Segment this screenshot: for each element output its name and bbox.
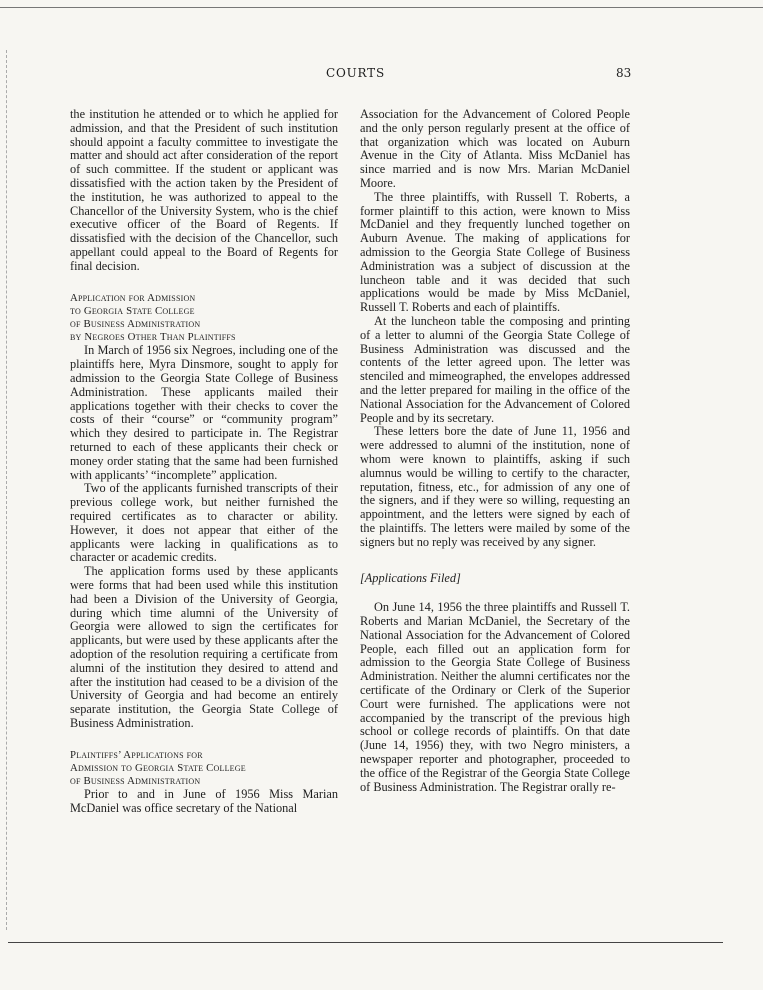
paragraph: Association for the Advancement of Colored People and the only person regularly present at the office of that organization which was located on Auburn Avenue in the City of Atlanta. Miss McDaniel has since married and is now Mrs. Marian McDaniel Moore.: [360, 107, 630, 190]
paragraph: These letters bore the date of June 11, 1956 and were addressed to alumni of the institution, none of whom were known to plaintiffs, asking if such alumnus would be willing to certify to the character, reputation, fitness, etc., for admission of any one of the signers, and if they were so willing, requesting an appointment, and the letters were signed by each of the plaintiffs. The letters were mailed by some of the signers but no reply was received by any signer.: [360, 424, 630, 549]
binding-edge: [6, 50, 7, 930]
left-column: [70, 108, 338, 816]
section-heading: [Applications Filed]: [360, 570, 461, 585]
right-column: [360, 108, 630, 794]
paragraph: At the luncheon table the composing and printing of a letter to alumni of the Georgia State College of Business Administration was discussed and the contents of the letter agreed upon. The letter was stenciled and mimeographed, the envelopes addressed and the letter prepared for mailing in the office of the National Association for the Advancement of Colored People and by its secretary.: [360, 313, 630, 425]
paragraph: Two of the applicants furnished transcripts of their previous college work, but neither furnished the required certificates as to character or ability. However, it does not appear that either of the applicants were lacking in qualifications as to character or academic credits.: [70, 481, 338, 565]
bottom-rule: [8, 942, 723, 943]
page-number: 83: [616, 66, 632, 80]
top-rule: [0, 7, 763, 8]
paragraph: Prior to and in June of 1956 Miss Marian McDaniel was office secretary of the National: [70, 787, 338, 816]
paragraph: The application forms used by these applicants were forms that had been used while this institution had been a Division of the University of Georgia, during which time alumni of the University of Georgia were allowed to sign the certificates for applicants, but were used by these applicants after the adoption of the resolution requiring a certificate from alumni of the institution they desired to attend and after the institution had ceased to be a division of the University of Georgia and had become an entirely separate institution, the Georgia State College of Business Administration.: [70, 564, 338, 730]
section-heading: Application for Admission to Georgia State College of Business Administration by Negroes Other Than Plaintiffs: [70, 291, 236, 344]
section-heading: Plaintiffs’ Applications for Admission to Georgia State College of Business Administration: [70, 748, 246, 788]
paragraph: The three plaintiffs, with Russell T. Roberts, a former plaintiff to this action, were known to Miss McDaniel and they frequently lunched together on Auburn Avenue. The making of applications for admission to the Georgia State College of Business Administration was a subject of discussion at the luncheon table and it was decided that such applications would be made by Miss McDaniel, Russell T. Roberts and each of plaintiffs.: [360, 189, 630, 315]
paragraph: the institution he attended or to which he applied for admission, and that the President of such institution should appoint a faculty committee to investigate the matter and should act after consideration of the report of such committee. If the student or applicant was dissatisfied with the action taken by the President of the institution, he was authorized to appeal to the Chancellor of the University System, who is the chief executive officer of the Board of Regents. If dissatisfied with the decision of the Chancellor, such appellant could appeal to the Board of Regents for final decision.: [70, 107, 338, 273]
running-header: COURTS: [326, 66, 385, 80]
paragraph: In March of 1956 six Negroes, including one of the plaintiffs here, Myra Dinsmore, sought to apply for admission to the Georgia State College of Business Administration. These applicants mailed their applications together with their checks to cover the costs of their “course” or “community program” which they desired to participate in. The Registrar returned to each of these applicants their check or money order stating that the same had been furnished with applicants’ “incomplete” application.: [70, 343, 338, 482]
paragraph: On June 14, 1956 the three plaintiffs and Russell T. Roberts and Marian McDaniel, the Secretary of the National Association for the Advancement of Colored People, each filled out an application form for admission to the Georgia State College of Business Administration. Neither the alumni certificates nor the certificate of the Ordinary or Clerk of the Superior Court were furnished. The applications were not accompanied by the transcript of the previous high school or college records of plaintiffs. On that date (June 14, 1956) they, with two Negro ministers, a newspaper reporter and photographer, proceeded to the office of the Registrar of the Georgia State College of Business Administration. The Registrar orally re-: [360, 600, 630, 794]
